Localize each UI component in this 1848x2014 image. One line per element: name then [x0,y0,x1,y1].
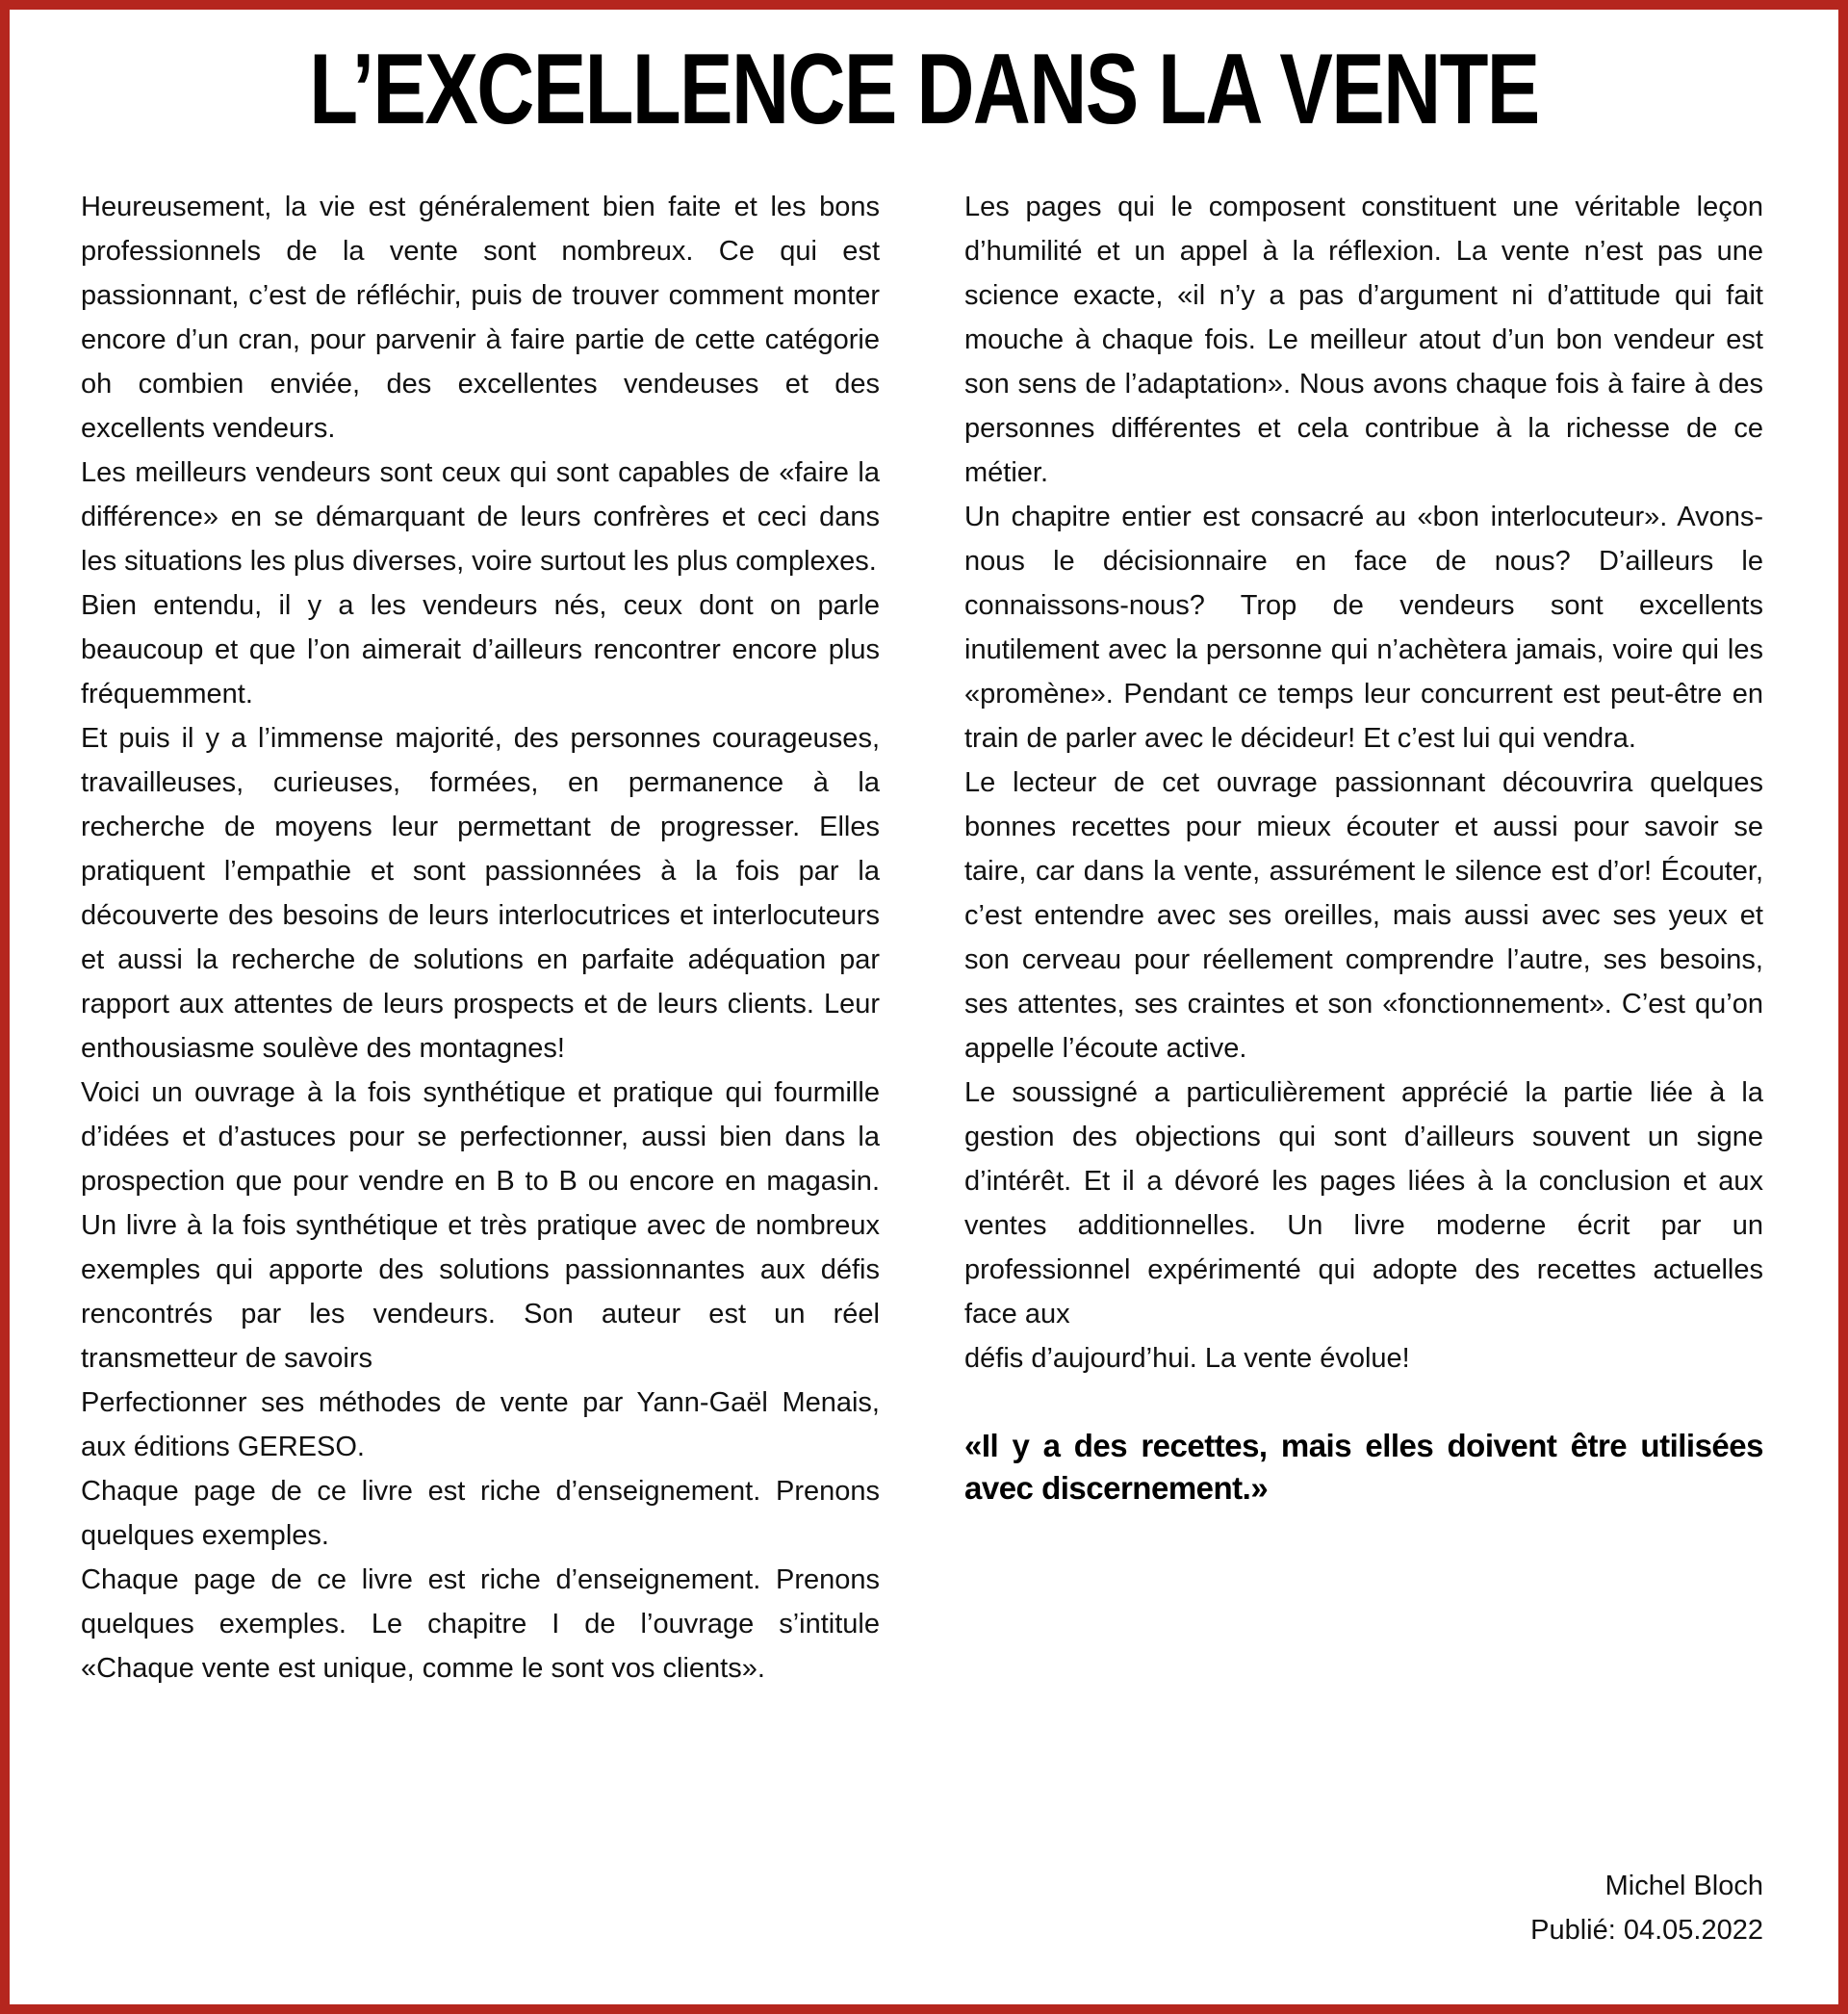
paragraph: Les pages qui le composent constituent une véritable leçon d’humilité et un appel à la réflexion. La vente n’est pas une science exacte, «il n’y a pas d’argument ni d’attitude qui fait mouche à chaque fois. Le meilleur atout d’un bon vendeur est son sens de l’adaptation». Nous avons chaque fois à faire à des personnes différentes et cela contribue à la richesse de ce métier. [964,192,1763,488]
article-title: L’EXCELLENCE DANS LA VENTE [309,34,1539,145]
paragraph: Et puis il y a l’immense majorité, des personnes courageuses, travailleuses, curieuses, formées, en permanence à la recherche de moyens leur permettant de progresser. Elles pratiquent l’empathie et sont passionnées à la fois par la découverte des besoins de leurs interlocutrices et interlocuteurs et aussi la recherche de solutions en parfaite adéquation par rapport aux attentes de leurs prospects et de leurs clients. Leur enthousiasme soulève des montagnes! [81,723,880,1064]
author-name: Michel Bloch [1604,1871,1763,1901]
paragraph: Le lecteur de cet ouvrage passionnant découvrira quelques bonnes recettes pour mieux écouter et aussi pour savoir se taire, car dans la vente, assurément le silence est d’or! Écouter, c’est entendre avec ses oreilles, mais aussi avec ses yeux et son cerveau pour réellement comprendre l’autre, ses besoins, ses attentes, ses craintes et son «fonctionnement». C’est qu’on appelle l’écoute active. [964,767,1763,1064]
publish-date: Publié: 04.05.2022 [1530,1915,1763,1946]
paragraph: Un chapitre entier est consacré au «bon interlocuteur». Avons-nous le décisionnaire en face de nous? D’ailleurs le connaissons-nous? Trop de vendeurs sont excellents inutilement avec la personne qui n’achètera jamais, voire qui les «promène». Pendant ce temps leur concurrent est peut-être en train de parler avec le décideur! Et c’est lui qui vendra. [964,502,1763,754]
paragraph: Chaque page de ce livre est riche d’enseignement. Prenons quelques exemples. [81,1476,880,1551]
pull-quote: «Il y a des recettes, mais elles doivent être utilisées avec discernement.» [964,1428,1763,1506]
paragraph: Bien entendu, il y a les vendeurs nés, ceux dont on parle beaucoup et que l’on aimerait d’ailleurs rencontrer encore plus fréquemment. [81,590,880,710]
paragraph: défis d’aujourd’hui. La vente évolue! [964,1343,1410,1374]
paragraph: Perfectionner ses méthodes de vente par Yann-Gaël Menais, aux éditions GERESO. [81,1387,880,1462]
left-column [81,185,880,1691]
paragraph: Chaque page de ce livre est riche d’enseignement. Prenons quelques exemples. Le chapitre I de l’ouvrage s’intitule «Chaque vente est unique, comme le sont vos clients». [81,1564,880,1684]
paragraph: Voici un ouvrage à la fois synthétique et pratique qui fourmille d’idées et d’astuces pour se perfectionner, aussi bien dans la prospection que pour vendre en B to B ou encore en magasin. Un livre à la fois synthétique et très pratique avec de nombreux exemples qui apporte des solutions passionnantes aux défis rencontrés par les vendeurs. Son auteur est un réel transmetteur de savoirs [81,1077,880,1374]
paragraph: Les meilleurs vendeurs sont ceux qui sont capables de «faire la différence» en se démarquant de leurs confrères et ceci dans les situations les plus diverses, voire surtout les plus complexes. [81,457,880,577]
signature-block [964,1864,1763,1952]
paragraph: Heureusement, la vie est généralement bien faite et les bons professionnels de la vente sont nombreux. Ce qui est passionnant, c’est de réfléchir, puis de trouver comment monter encore d’un cran, pour parvenir à faire partie de cette catégorie oh combien enviée, des excellentes vendeuses et des excellents vendeurs. [81,192,880,444]
right-column [964,185,1763,1510]
paragraph: Le soussigné a particulièrement apprécié la partie liée à la gestion des objections qui sont d’ailleurs souvent un signe d’intérêt. Et il a dévoré les pages liées à la conclusion et aux ventes additionnelles. Un livre moderne écrit par un professionnel expérimenté qui adopte des recettes actuelles face aux [964,1077,1763,1330]
